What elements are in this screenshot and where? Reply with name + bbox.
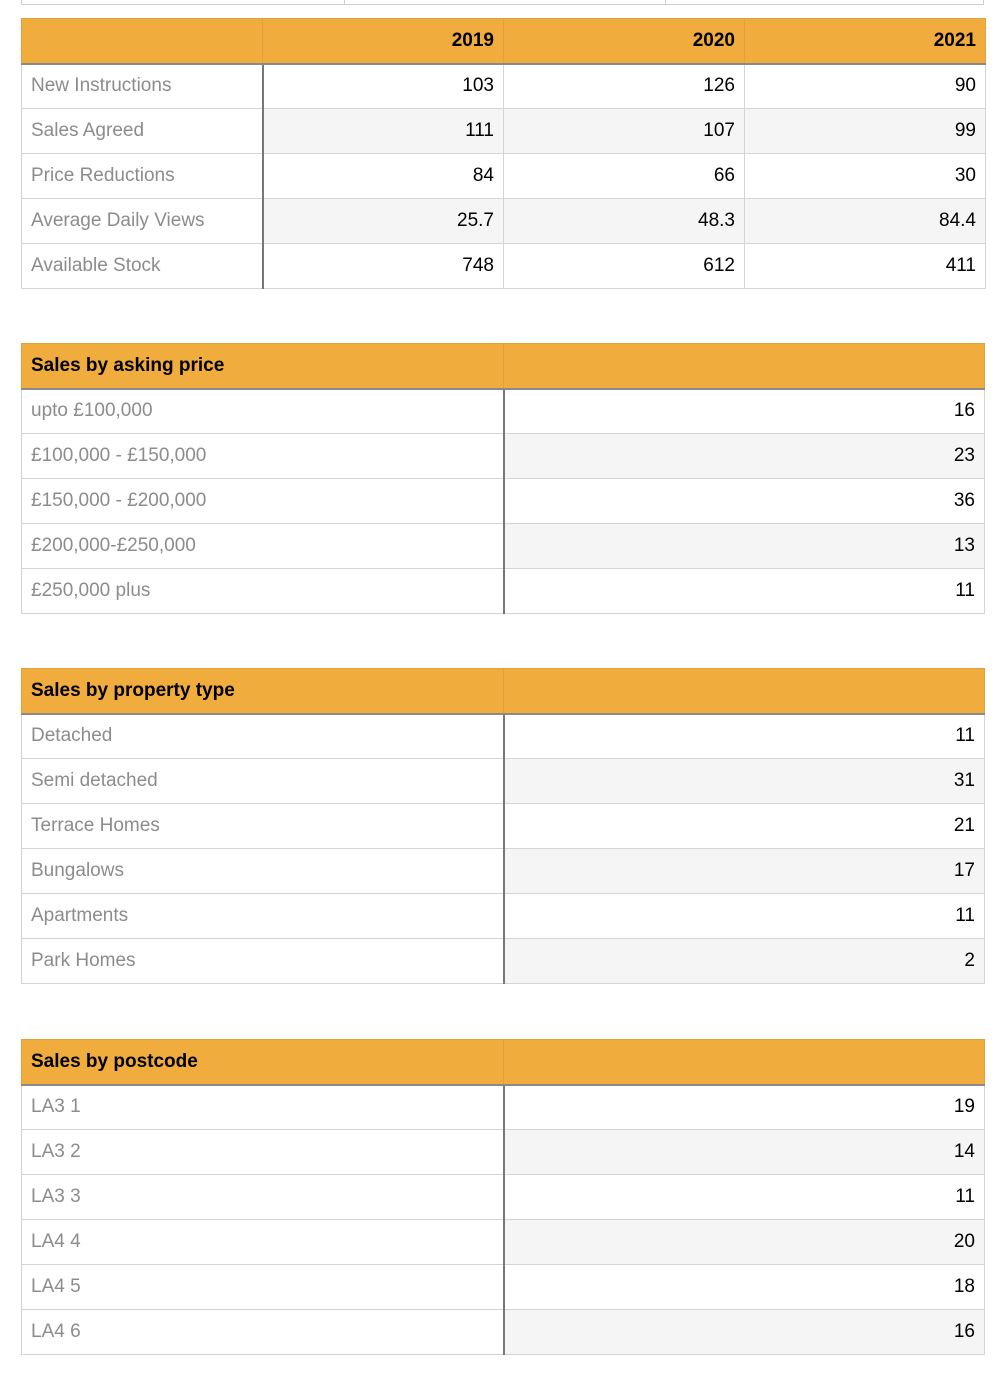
cell-value: 66 [504, 154, 745, 199]
property-type-table [21, 668, 985, 984]
cell-value: 11 [504, 894, 985, 939]
row-label: LA4 6 [22, 1310, 504, 1355]
year-header: 2021 [745, 19, 986, 64]
cell-value: 16 [504, 1310, 985, 1355]
table-row [22, 849, 985, 894]
table-row [22, 1130, 985, 1175]
cell-value: 411 [745, 244, 986, 289]
row-label: LA4 4 [22, 1220, 504, 1265]
cell-value: 11 [504, 714, 985, 759]
row-label: LA4 5 [22, 1265, 504, 1310]
cell-value: 99 [745, 109, 986, 154]
table-row [22, 434, 985, 479]
cell-value: 13 [504, 524, 985, 569]
cell-value: 36 [504, 479, 985, 524]
cell-value: 84 [263, 154, 504, 199]
cell-value: 11 [504, 569, 985, 614]
table-row [22, 64, 986, 109]
row-label: Semi detached [22, 759, 504, 804]
cell-value: 48.3 [504, 199, 745, 244]
summary-header-blank [22, 19, 263, 64]
table-row [22, 1085, 985, 1130]
cell-value: 14 [504, 1130, 985, 1175]
row-label: Average Daily Views [22, 199, 263, 244]
row-label: Available Stock [22, 244, 263, 289]
section-header-row [22, 344, 985, 389]
table-row [22, 389, 985, 434]
column-divider [665, 0, 666, 4]
previous-table-remnant [21, 0, 984, 5]
row-label: Price Reductions [22, 154, 263, 199]
row-label: Terrace Homes [22, 804, 504, 849]
row-label: LA3 3 [22, 1175, 504, 1220]
section-header-blank [504, 344, 985, 389]
table-row [22, 1265, 985, 1310]
table-row [22, 1220, 985, 1265]
section-title: Sales by asking price [22, 344, 504, 389]
cell-value: 16 [504, 389, 985, 434]
table-row [22, 109, 986, 154]
row-label: £150,000 - £200,000 [22, 479, 504, 524]
cell-value: 11 [504, 1175, 985, 1220]
table-row [22, 804, 985, 849]
section-title: Sales by postcode [22, 1040, 504, 1085]
postcode-table [21, 1039, 985, 1355]
row-label: £200,000-£250,000 [22, 524, 504, 569]
table-row [22, 199, 986, 244]
section-title: Sales by property type [22, 669, 504, 714]
section-header-row [22, 1040, 985, 1085]
year-header: 2020 [504, 19, 745, 64]
section-header-blank [504, 669, 985, 714]
cell-value: 30 [745, 154, 986, 199]
table-row [22, 714, 985, 759]
row-label: Detached [22, 714, 504, 759]
cell-value: 23 [504, 434, 985, 479]
cell-value: 19 [504, 1085, 985, 1130]
cell-value: 18 [504, 1265, 985, 1310]
table-row [22, 1175, 985, 1220]
table-row [22, 569, 985, 614]
row-label: Bungalows [22, 849, 504, 894]
cell-value: 31 [504, 759, 985, 804]
cell-value: 103 [263, 64, 504, 109]
column-divider [344, 0, 345, 4]
table-row [22, 939, 985, 984]
table-row [22, 479, 985, 524]
row-label: LA3 1 [22, 1085, 504, 1130]
row-label: £250,000 plus [22, 569, 504, 614]
row-label: LA3 2 [22, 1130, 504, 1175]
summary-header-row [22, 19, 986, 64]
cell-value: 748 [263, 244, 504, 289]
cell-value: 111 [263, 109, 504, 154]
cell-value: 90 [745, 64, 986, 109]
cell-value: 25.7 [263, 199, 504, 244]
cell-value: 107 [504, 109, 745, 154]
row-label: New Instructions [22, 64, 263, 109]
cell-value: 21 [504, 804, 985, 849]
table-row [22, 894, 985, 939]
cell-value: 126 [504, 64, 745, 109]
asking-price-table [21, 343, 985, 614]
cell-value: 84.4 [745, 199, 986, 244]
row-label: £100,000 - £150,000 [22, 434, 504, 479]
year-header: 2019 [263, 19, 504, 64]
row-label: Apartments [22, 894, 504, 939]
table-row [22, 759, 985, 804]
cell-value: 17 [504, 849, 985, 894]
table-row [22, 154, 986, 199]
table-row [22, 524, 985, 569]
section-header-blank [504, 1040, 985, 1085]
table-row [22, 1310, 985, 1355]
table-row [22, 244, 986, 289]
cell-value: 2 [504, 939, 985, 984]
cell-value: 20 [504, 1220, 985, 1265]
summary-table [21, 18, 986, 289]
row-label: Sales Agreed [22, 109, 263, 154]
row-label: Park Homes [22, 939, 504, 984]
cell-value: 612 [504, 244, 745, 289]
section-header-row [22, 669, 985, 714]
row-label: upto £100,000 [22, 389, 504, 434]
